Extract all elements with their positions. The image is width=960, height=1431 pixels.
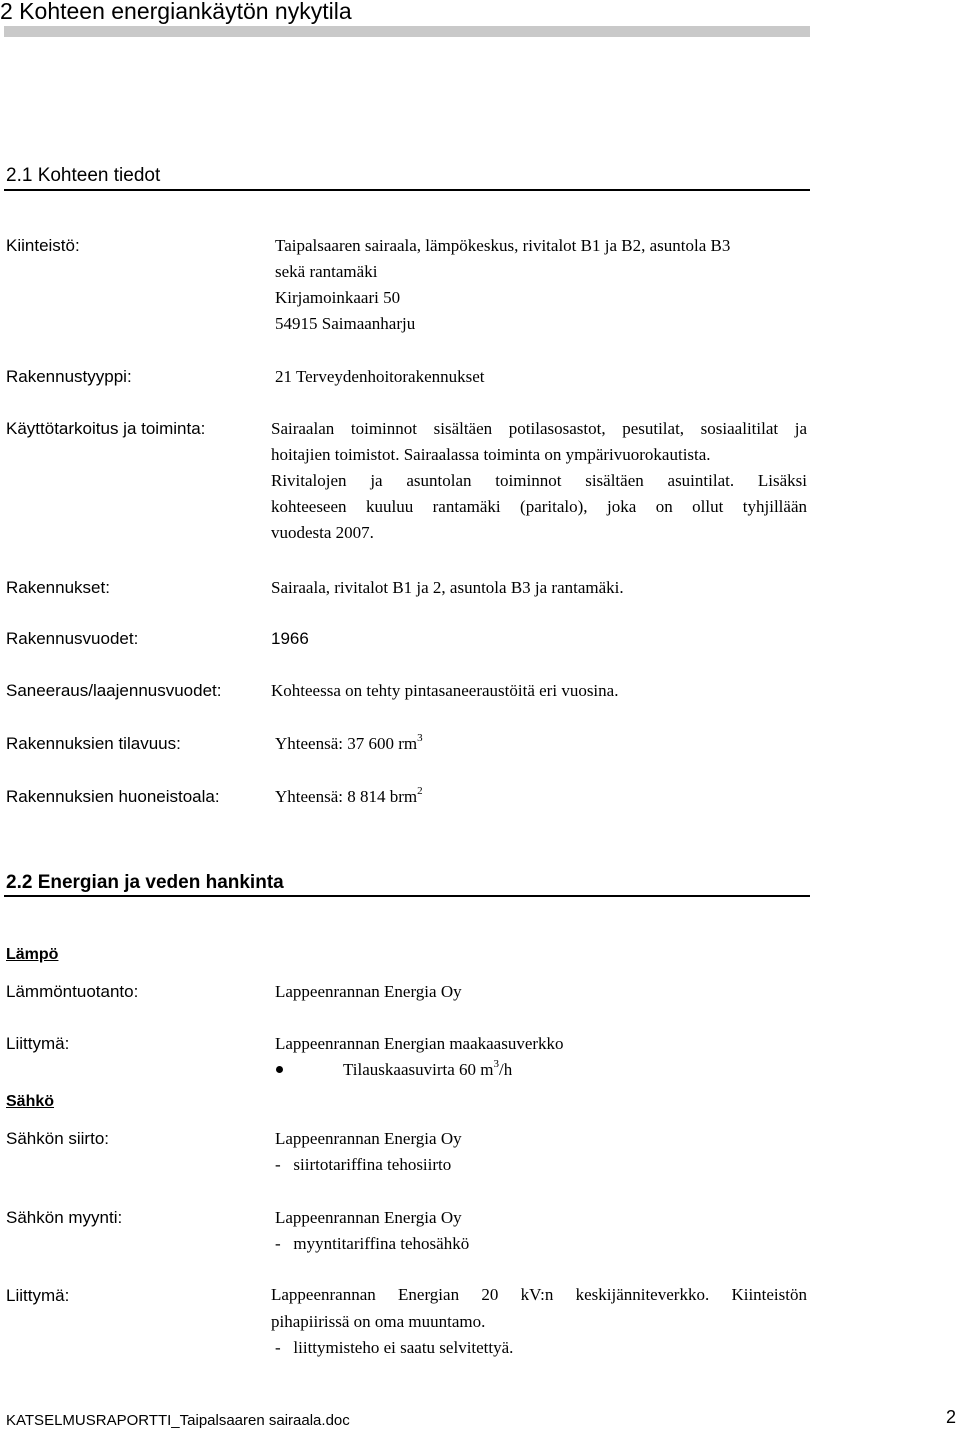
value-sahkon-myynti: Lappeenrannan Energia Oy (275, 1208, 462, 1227)
bullet-icon (276, 1066, 283, 1073)
value-kayttotarkoitus-line4: kohteeseen kuuluu rantamäki (paritalo), joka on ollut tyhjillään (271, 497, 807, 516)
label-sahkon-siirto: Sähkön siirto: (6, 1129, 109, 1148)
label-kiinteisto: Kiinteistö: (6, 236, 80, 255)
label-tilavuus: Rakennuksien tilavuus: (6, 734, 181, 753)
section-rule (4, 189, 810, 191)
label-rakennusvuodet: Rakennusvuodet: (6, 629, 139, 648)
label-huoneistoala: Rakennuksien huoneistoala: (6, 787, 220, 806)
value-kiinteisto-line1: Taipalsaaren sairaala, lämpökeskus, rivitalot B1 ja B2, asuntola B3 (275, 236, 731, 255)
label-rakennustyyppi: Rakennustyyppi: (6, 367, 132, 386)
value-myyntitariffi: - myyntitariffina tehosähkö (275, 1234, 470, 1253)
label-kayttotarkoitus: Käyttötarkoitus ja toiminta: (6, 419, 206, 438)
value-tilauskaasuvirta: Tilauskaasuvirta 60 $m^3/h$ (343, 1058, 513, 1079)
value-sahkon-siirto: Lappeenrannan Energia Oy (275, 1129, 462, 1148)
subheading-sahko: Sähkö (6, 1093, 55, 1110)
value-liittyma-lampo: Lappeenrannan Energian maakaasuverkko (275, 1034, 564, 1053)
value-huoneistoala: Yhteensä: 8 814 brm$^2$ (275, 785, 423, 806)
section-title-2-1: 2.1 Kohteen tiedot (6, 165, 161, 186)
footer-page-number: 2 (946, 1407, 957, 1427)
label-saneeraus: Saneeraus/laajennusvuodet: (6, 681, 222, 700)
value-lammontuotanto: Lappeenrannan Energia Oy (275, 982, 462, 1001)
label-sahkon-myynti: Sähkön myynti: (6, 1208, 123, 1227)
value-kiinteisto-line4: 54915 Saimaanharju (275, 314, 416, 333)
value-saneeraus: Kohteessa on tehty pintasaneeraustöitä eri vuosina. (271, 681, 619, 700)
value-kayttotarkoitus-line2: hoitajien toimistot. Sairaalassa toiminta on ympärivuorokautista. (271, 445, 711, 464)
label-liittyma-sahko: Liittymä: (6, 1286, 70, 1305)
footer-filename: KATSELMUSRAPORTTI_Taipalsaaren sairaala.doc (6, 1412, 350, 1429)
value-kayttotarkoitus-line1: Sairaalan toiminnot sisältäen potilasosastot, pesutilat, sosiaalitilat ja (271, 419, 807, 438)
label-liittyma-lampo: Liittymä: (6, 1034, 70, 1053)
page-heading: 2 Kohteen energiankäytön nykytila (0, 0, 352, 24)
heading-shade-bar (4, 26, 810, 37)
value-kiinteisto-line2: sekä rantamäki (275, 262, 378, 281)
section-title-2-2: 2.2 Energian ja veden hankinta (6, 872, 284, 893)
value-rakennustyyppi: 21 Terveydenhoitorakennukset (275, 367, 485, 386)
subheading-lampo: Lämpö (6, 946, 59, 963)
value-rakennusvuodet: 1966 (271, 629, 309, 648)
value-tilavuus: Yhteensä: 37 600 $rm^3$ (275, 732, 423, 753)
value-liittyma-sahko-line2: pihapiirissä on oma muuntamo. (271, 1312, 486, 1331)
value-rakennukset: Sairaala, rivitalot B1 ja 2, asuntola B3 ja rantamäki. (271, 578, 624, 597)
label-lammontuotanto: Lämmöntuotanto: (6, 982, 139, 1001)
value-kayttotarkoitus-line3: Rivitalojen ja asuntolan toiminnot sisältäen asuintilat. Lisäksi (271, 471, 807, 490)
label-rakennukset: Rakennukset: (6, 578, 110, 597)
value-kayttotarkoitus-line5: vuodesta 2007. (271, 523, 374, 542)
value-kiinteisto-line3: Kirjamoinkaari 50 (275, 288, 401, 307)
section-rule (4, 895, 810, 897)
value-liittymisteho: - liittymisteho ei saatu selvitettyä. (275, 1338, 514, 1357)
value-siirtotariffi: - siirtotariffina tehosiirto (275, 1155, 452, 1174)
value-liittyma-sahko-line1: Lappeenrannan Energian 20 kV:n keskijänniteverkko. Kiinteistön (271, 1285, 807, 1304)
